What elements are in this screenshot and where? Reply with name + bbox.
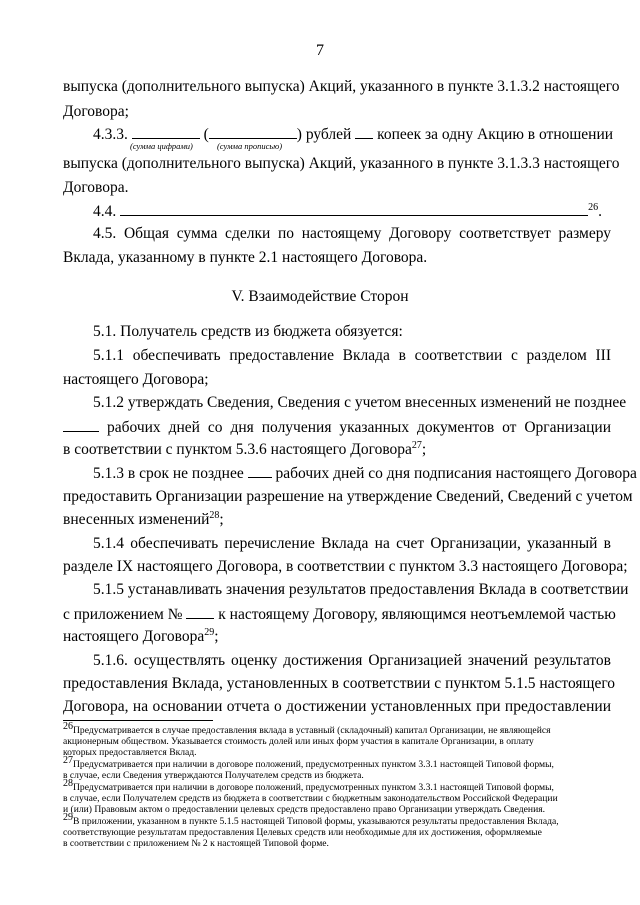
clause-number: 4.4. [93,203,117,220]
text-line: выпуска (дополнительного выпуска) Акций, указанного в пункте 3.1.3.2 настоящего [63,78,620,95]
text-line-with-footnote [63,440,611,460]
text-fragment: рабочих дней со дня подписания настоящего Договора [275,465,637,482]
days-blank [63,417,99,432]
text-fragment: с приложением № [63,606,183,623]
footnote-text: соответствующие результатам предоставления Целевых средств или необходимые для их достижения, оформляемые [63,827,542,838]
caption-amount-words: (сумма прописью) [217,141,283,151]
text-line: 4.5. Общая сумма сделки по настоящему Договору соответствует размеру [93,225,611,242]
text-line: 5.1. Получатель средств из бюджета обязуется: [93,323,403,340]
text-fragment: внесенных изменений [63,511,210,528]
section-heading: V. Взаимодействие Сторон [231,288,409,305]
text-line: 5.1.2 утверждать Сведения, Сведения с учетом внесенных изменений не позднее [93,394,627,411]
punct: ; [421,441,427,458]
text-line: выпуска (дополнительного выпуска) Акций, указанного в пункте 3.1.3.3 настоящего [63,155,620,172]
text-line: 5.1.1 обеспечивать предоставление Вклада в соответствии с разделом III [93,347,611,364]
footnote-text: которых предоставляется Вклад. [63,747,197,758]
text-line: предоставить Организации разрешение на утверждение Сведений, Сведений с учетом [63,488,633,505]
kopecks-blank [355,124,373,139]
appendix-number-blank [186,604,214,619]
footnote-text: акционерным обществом. Указывается стоимость долей или иных форм участия в капитале Организации, в оплату [63,736,534,747]
text-fragment: настоящего Договора [63,628,205,645]
text-line: Договора; [63,103,129,120]
text-fragment: рабочих дней со дня получения указанных документов от Организации [106,419,612,436]
text-line: настоящего Договора; [63,371,209,388]
text-line-with-blank [63,417,611,438]
text-line-with-footnote [63,627,611,647]
text-line: разделе IX настоящего Договора, в соответствии с пунктом 3.3 настоящего Договора; [63,558,628,575]
footnote-text: Предусматривается при наличии в договоре положений, предусмотренных пунктом 3.3.1 настоящей Типовой формы, [73,782,554,793]
clause-number: 4.3.3. [93,126,128,143]
text-line: Договора. [63,179,129,196]
text-fragment: в соответствии с пунктом 5.3.6 настоящего Договора [63,441,412,458]
footnote-text: Предусматривается при наличии в договоре положений, предусмотренных пунктом 3.3.1 настоящей Типовой формы, [73,759,554,770]
footnote-28 [63,777,611,794]
footnote-26 [63,720,611,737]
footnote-text: В приложении, указанном в пункте 5.1.5 настоящей Типовой формы, указываются результаты предоставления Вклада, [73,816,559,827]
footnote-27 [63,754,611,771]
text-fragment: 5.1.3 в срок не позднее [93,465,244,482]
clause-5-1-3 [93,463,637,484]
days-blank [248,463,272,478]
punct: . [598,203,602,220]
footnote-text: в случае, если Получателем средств из бюджета в соответствии с бюджетным законодательством Российской Федерации [63,793,558,804]
text-line: копеек за одну Акцию в отношении [377,126,614,143]
clause-4-4 [93,201,611,222]
punct: ; [219,511,224,528]
footnote-ref: 28 [209,509,220,521]
punct: ; [214,628,219,645]
amount-words-blank [209,124,297,139]
text-line: 5.1.4 обеспечивать перечисление Вклада на счет Организации, указанный в [93,535,611,552]
text-line: Договора, на основании отчета о достижении установленных при предоставлении [63,698,611,715]
clause-5-1-5-cont [63,604,616,625]
text-line: Вклада, указанному в пункте 2.1 настоящего Договора. [63,249,428,266]
footnote-separator [63,720,213,721]
caption-amount-digits: (сумма цифрами) [130,141,193,151]
paren-open: ( [203,126,209,143]
footnote-text: и (или) Правовым актом о предоставлении целевых средств предоставлено право Организации утверждать Сведения. [63,804,546,815]
footnote-number: 27 [63,754,73,766]
text-line: 5.1.5 устанавливать значения результатов предоставления Вклада в соответствии [93,581,629,598]
text-line: предоставления Вклада, установленных в соответствии с пунктом 5.1.5 настоящего [63,675,616,692]
rubles-label: ) рублей [296,126,352,143]
footnote-29 [63,811,611,828]
footnote-number: 29 [63,811,73,823]
page-number: 7 [316,42,324,59]
text-line-with-footnote [63,510,611,530]
footnote-text: в соответствии с приложением № 2 к настоящей Типовой форме. [63,838,329,849]
text-fragment: к настоящему Договору, являющимся неотъемлемой частью [218,606,616,623]
footnote-number: 28 [63,777,73,789]
amount-digits-blank [132,124,200,139]
footnote-text: в случае, если Сведения утверждаются Получателем средств из бюджета. [63,770,364,781]
footnote-ref: 26 [588,201,599,213]
footnote-ref: 27 [411,439,422,451]
footnote-text: Предусматривается в случае предоставления вклада в уставный (складочный) капитал Организации, не являющейся [73,725,551,736]
footnote-ref: 29 [204,626,215,638]
footnote-number: 26 [63,720,73,732]
clause-4-4-blank [120,201,588,216]
text-line: 5.1.6. осуществлять оценку достижения Организацией значений результатов [93,652,611,669]
